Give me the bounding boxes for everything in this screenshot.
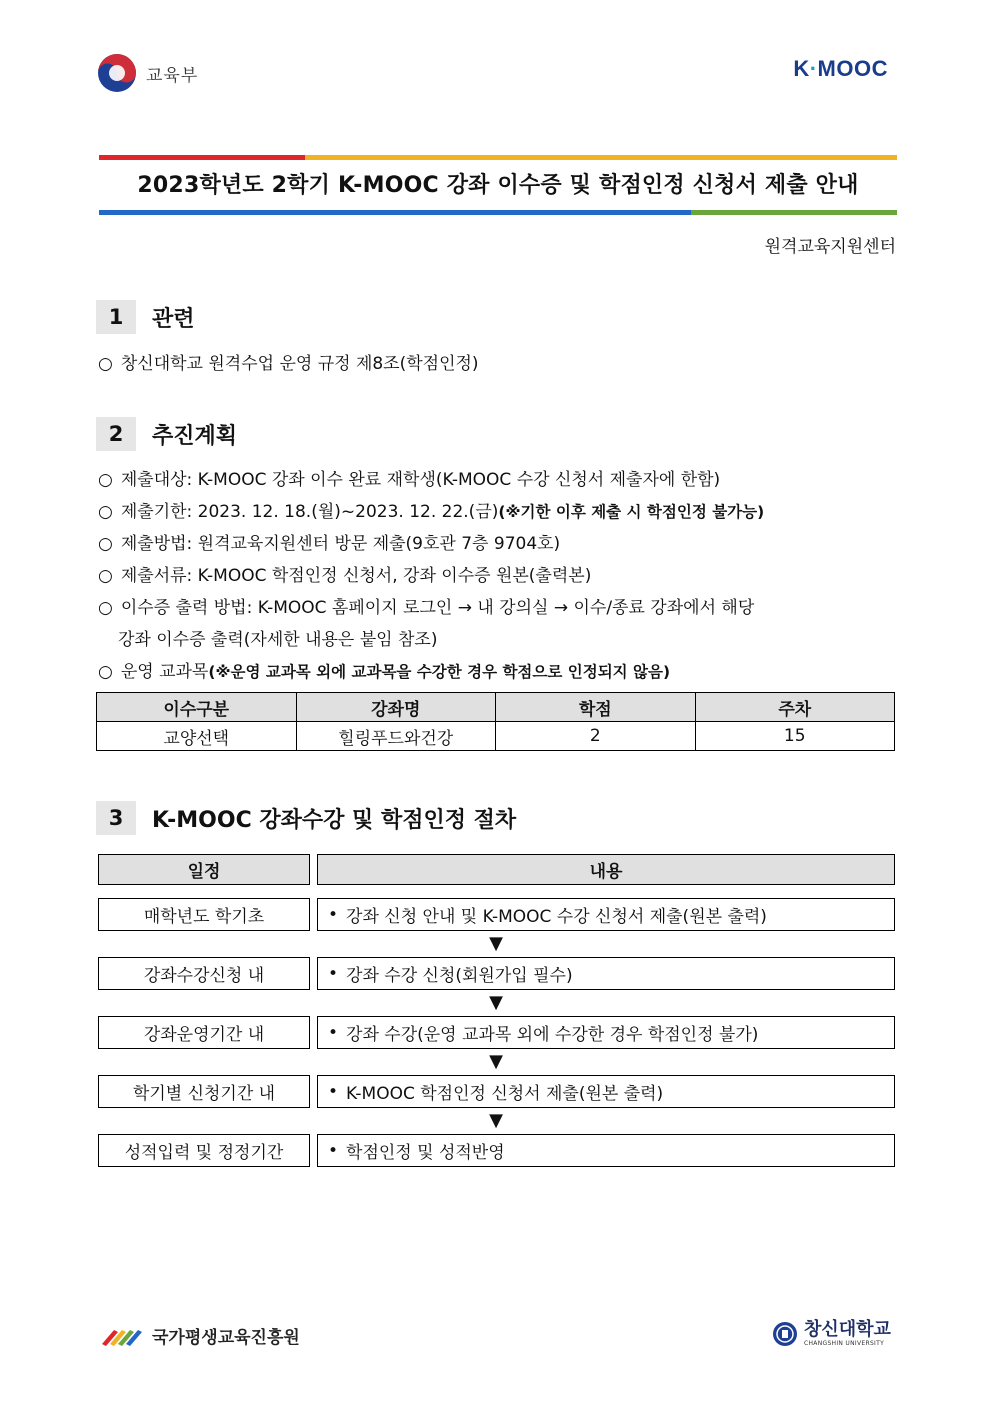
university-name-en: CHANGSHIN UNIVERSITY <box>804 1340 885 1347</box>
section-1-item-text: 창신대학교 원격수업 운영 규정 제8조(학점인정) <box>120 354 479 374</box>
step-2-schedule: 강좌수강신청 내 <box>98 957 310 990</box>
circle-bullet-icon: ○ <box>98 502 113 522</box>
submission-target <box>98 465 720 490</box>
cell-credits: 2 <box>496 722 696 751</box>
col-weeks: 주차 <box>695 693 895 722</box>
bullet-icon: • <box>328 904 339 925</box>
col-credits: 학점 <box>496 693 696 722</box>
step-3-content-text: 강좌 수강(운영 교과목 외에 수강한 경우 학점인정 불가) <box>346 1025 759 1045</box>
down-arrow-icon: ▼ <box>489 992 503 1013</box>
kmooc-logo-k: K <box>793 56 810 81</box>
step-5-content-text: 학점인정 및 성적반영 <box>346 1143 505 1163</box>
submission-deadline <box>98 497 764 522</box>
nile-logo <box>100 1322 300 1348</box>
title-bottom-bar <box>99 210 897 215</box>
section-3-heading <box>96 801 516 835</box>
down-arrow-icon: ▼ <box>489 933 503 954</box>
circle-bullet-icon: ○ <box>98 566 113 586</box>
section-2-title: 추진계획 <box>152 423 238 449</box>
bullet-icon: • <box>328 963 339 984</box>
section-2-number: 2 <box>96 417 136 451</box>
course-table-wrap <box>96 692 895 751</box>
col-course-name: 강좌명 <box>296 693 496 722</box>
nile-emblem-icon <box>100 1322 144 1348</box>
cell-course-name: 힐링푸드와건강 <box>296 722 496 751</box>
step-1-content <box>317 898 895 931</box>
university-name-block <box>804 1320 891 1347</box>
submission-documents <box>98 561 591 586</box>
step-3-schedule: 강좌운영기간 내 <box>98 1016 310 1049</box>
submission-method-text: 제출방법: 원격교육지원센터 방문 제출(9호관 7층 9704호) <box>120 534 561 554</box>
course-table-header <box>97 693 895 722</box>
table-row <box>97 722 895 751</box>
university-seal-icon <box>772 1321 798 1347</box>
section-2-heading <box>96 417 237 451</box>
section-3-number: 3 <box>96 801 136 835</box>
step-2-content <box>317 957 895 990</box>
operated-subjects-text: 운영 교과목 <box>120 662 209 682</box>
ministry-logo <box>96 52 198 94</box>
circle-bullet-icon: ○ <box>98 598 113 618</box>
title-bar-green <box>691 210 897 215</box>
step-4-content-text: K-MOOC 학점인정 신청서 제출(원본 출력) <box>346 1084 664 1104</box>
title-bar-red <box>99 155 305 160</box>
step-4-schedule: 학기별 신청기간 내 <box>98 1075 310 1108</box>
ministry-name: 교육부 <box>146 65 199 86</box>
changshin-logo <box>772 1320 891 1347</box>
step-3-content <box>317 1016 895 1049</box>
down-arrow-icon: ▼ <box>489 1051 503 1072</box>
kmooc-logo <box>793 56 888 82</box>
section-1-item <box>98 349 479 374</box>
university-name-kr: 창신대학교 <box>804 1319 891 1340</box>
certificate-print-method-text: 이수증 출력 방법: K-MOOC 홈페이지 로그인 → 내 강의실 → 이수/종료 강좌에서 해당 <box>120 598 755 618</box>
certificate-print-method <box>98 593 754 618</box>
step-1-schedule: 매학년도 학기초 <box>98 898 310 931</box>
nile-name: 국가평생교육진흥원 <box>152 1327 300 1348</box>
course-table <box>96 692 895 751</box>
bullet-icon: • <box>328 1081 339 1102</box>
section-3-title: K-MOOC 강좌수강 및 학점인정 절차 <box>152 807 517 833</box>
circle-bullet-icon: ○ <box>98 662 113 682</box>
col-completion-type: 이수구분 <box>97 693 297 722</box>
down-arrow-icon: ▼ <box>489 1110 503 1131</box>
step-5-content <box>317 1134 895 1167</box>
bullet-icon: • <box>328 1140 339 1161</box>
submission-target-text: 제출대상: K-MOOC 강좌 이수 완료 재학생(K-MOOC 수강 신청서 제출자에 한함) <box>120 470 721 490</box>
kmooc-logo-dot: · <box>809 56 818 81</box>
department-name: 원격교육지원센터 <box>764 237 896 257</box>
circle-bullet-icon: ○ <box>98 354 113 374</box>
title-bar-yellow <box>305 155 897 160</box>
submission-method <box>98 529 560 554</box>
subject-note: (※운영 교과목 외에 교과목을 수강한 경우 학점으로 인정되지 않음) <box>208 663 671 681</box>
title-top-bar <box>99 155 897 160</box>
deadline-note: (※기한 이후 제출 시 학점인정 불가능) <box>498 503 765 521</box>
kmooc-logo-text: MOOC <box>817 56 888 81</box>
title-bar-blue <box>99 210 691 215</box>
operated-subjects <box>98 657 670 682</box>
bullet-icon: • <box>328 1022 339 1043</box>
section-1-number: 1 <box>96 300 136 334</box>
section-1-heading <box>96 300 195 334</box>
section-1-title: 관련 <box>152 306 195 332</box>
step-2-content-text: 강좌 수강 신청(회원가입 필수) <box>346 966 573 986</box>
certificate-print-method-cont: 강좌 이수증 출력(자세한 내용은 붙임 참조) <box>118 630 438 650</box>
cell-weeks: 15 <box>695 722 895 751</box>
taegeuk-emblem-icon <box>96 52 138 94</box>
submission-documents-text: 제출서류: K-MOOC 학점인정 신청서, 강좌 이수증 원본(출력본) <box>120 566 592 586</box>
document-title: 2023학년도 2학기 K-MOOC 강좌 이수증 및 학점인정 신청서 제출 안내 <box>137 173 859 198</box>
procedure-header-content: 내용 <box>317 854 895 885</box>
step-5-schedule: 성적입력 및 정정기간 <box>98 1134 310 1167</box>
circle-bullet-icon: ○ <box>98 534 113 554</box>
cell-completion-type: 교양선택 <box>97 722 297 751</box>
procedure-header-schedule: 일정 <box>98 854 310 885</box>
submission-deadline-text: 제출기한: 2023. 12. 18.(월)~2023. 12. 22.(금) <box>120 502 499 522</box>
circle-bullet-icon: ○ <box>98 470 113 490</box>
step-4-content <box>317 1075 895 1108</box>
step-1-content-text: 강좌 신청 안내 및 K-MOOC 수강 신청서 제출(원본 출력) <box>346 907 767 927</box>
